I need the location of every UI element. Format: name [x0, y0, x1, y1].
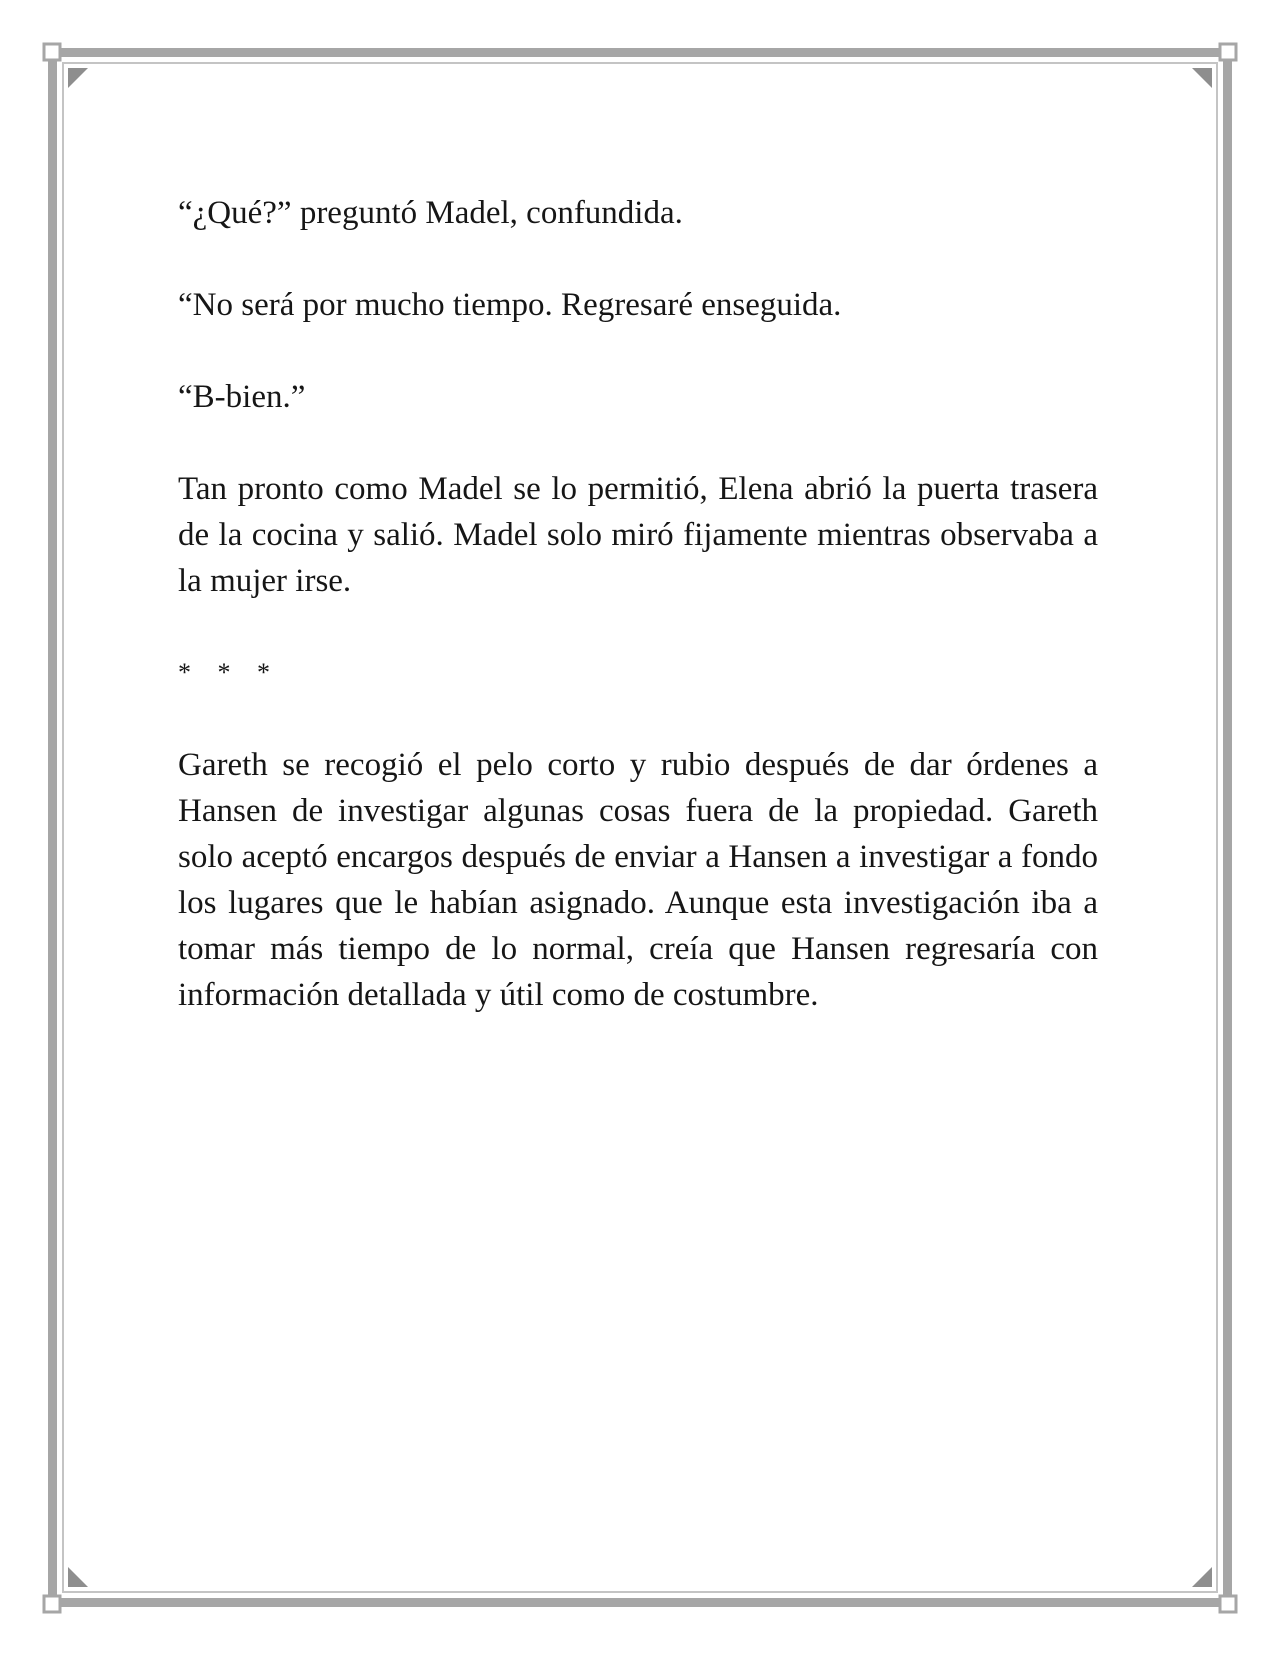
scene-separator: * * *	[178, 658, 280, 687]
border-top-rail	[50, 48, 1230, 57]
paragraph-1: “¿Qué?” preguntó Madel, confundida.	[178, 195, 683, 231]
paragraph-4: Tan pronto como Madel se lo permitió, Elena abrió la puerta trasera de la cocina y salió. Madel solo miró fijamente mientras observaba a la mujer irse.	[178, 471, 1098, 599]
border-left-rail	[48, 50, 57, 1605]
border-bottom-rail	[50, 1598, 1230, 1607]
paragraph-2: “No será por mucho tiempo. Regresaré enseguida.	[178, 287, 842, 323]
border-right-rail	[1223, 50, 1232, 1605]
page-body	[178, 190, 1098, 1064]
paragraph-3: “B-bien.”	[178, 379, 306, 415]
paragraph-5: Gareth se recogió el pelo corto y rubio después de dar órdenes a Hansen de investigar algunas cosas fuera de la propiedad. Gareth solo aceptó encargos después de enviar a Hansen a investigar a fondo los lugares que le habían asignado. Aunque esta investigación iba a tomar más tiempo de lo normal, creía que Hansen regresaría con información detallada y útil como de costumbre.	[178, 747, 1098, 1013]
